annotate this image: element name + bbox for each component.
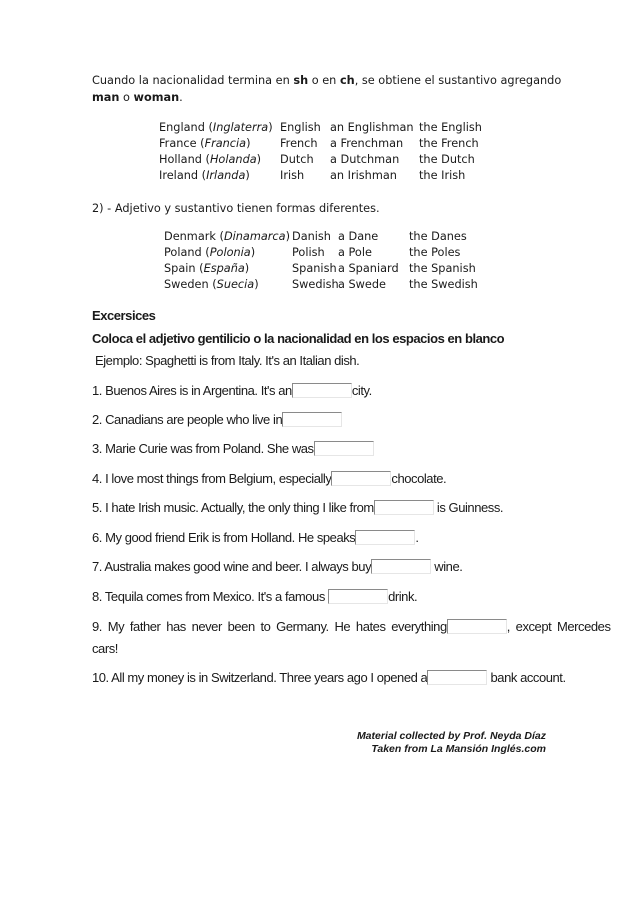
table-cell: the French xyxy=(419,137,479,150)
intro-sh: sh xyxy=(293,74,309,87)
table-cell: Irish xyxy=(280,169,305,182)
answer-blank-8[interactable] xyxy=(328,589,388,604)
table-row: Ireland (Irlanda) xyxy=(159,169,250,182)
table-cell: an Irishman xyxy=(330,169,397,182)
table-cell: an Englishman xyxy=(330,121,414,134)
table-cell: the Swedish xyxy=(409,278,478,291)
exercise-item-10 xyxy=(92,670,566,685)
table-cell: the English xyxy=(419,121,482,134)
exercise-text: 5. I hate Irish music. Actually, the only thing I like from xyxy=(92,500,374,515)
exercise-text: bank account. xyxy=(490,670,566,685)
intro-text-3: , se obtiene el sustantivo agregando xyxy=(354,74,562,87)
exercise-text: is Guinness. xyxy=(436,500,504,515)
table-cell: a Spaniard xyxy=(338,262,399,275)
intro-woman: woman xyxy=(133,91,180,104)
table-row: Sweden (Suecia) xyxy=(164,278,259,291)
footer-credit: Material collected by Prof. Neyda Díaz xyxy=(356,730,546,742)
table-cell: a Dane xyxy=(338,230,379,243)
exercise-text: 4. I love most things from Belgium, especially xyxy=(92,471,332,486)
exercise-item-5 xyxy=(92,500,503,515)
exercise-text: 7. Australia makes good wine and beer. I always buy xyxy=(92,559,372,574)
exercise-item-2 xyxy=(92,412,342,427)
table-cell: the Poles xyxy=(409,246,461,259)
section-2-heading: 2) - Adjetivo y sustantivo tienen formas diferentes. xyxy=(92,202,380,215)
answer-blank-2[interactable] xyxy=(282,412,342,427)
table-cell: the Irish xyxy=(419,169,466,182)
exercise-item-7 xyxy=(92,559,462,574)
exercise-text: city. xyxy=(351,383,372,398)
exercise-item-1 xyxy=(92,383,372,398)
table-cell: a Swede xyxy=(338,278,386,291)
exercise-item-4 xyxy=(92,471,446,486)
intro-man: man xyxy=(92,91,120,104)
intro-text-4: o xyxy=(119,91,134,104)
exercise-text: 10. All my money is in Switzerland. Three years ago I opened a xyxy=(92,670,428,685)
table-cell: English xyxy=(280,121,321,134)
table-cell: a Dutchman xyxy=(330,153,400,166)
intro-text-2: o en xyxy=(308,74,340,87)
exercise-text: wine. xyxy=(434,559,463,574)
table-cell: a Frenchman xyxy=(330,137,404,150)
footer-source: Taken from La Mansión Inglés.com xyxy=(371,743,546,755)
table-row: Poland (Polonia) xyxy=(164,246,256,259)
exercise-item-3 xyxy=(92,441,374,456)
table-cell: Danish xyxy=(292,230,331,243)
table-row: Holland (Holanda) xyxy=(159,153,262,166)
exercises-instruction: Coloca el adjetivo gentilicio o la nacionalidad en los espacios en blanco xyxy=(92,331,505,346)
exercise-text: . xyxy=(415,530,419,545)
answer-blank-4[interactable] xyxy=(331,471,391,486)
table-cell: French xyxy=(280,137,318,150)
table-cell: the Spanish xyxy=(409,262,476,275)
answer-blank-1[interactable] xyxy=(292,383,352,398)
exercise-item-9 xyxy=(92,619,611,634)
table-cell: the Danes xyxy=(409,230,467,243)
exercises-heading: Excersices xyxy=(92,308,156,323)
exercise-text: drink. xyxy=(388,589,418,604)
table-cell: Spanish xyxy=(292,262,337,275)
exercise-item-6 xyxy=(92,530,419,545)
table-cell: Dutch xyxy=(280,153,314,166)
intro-paragraph xyxy=(92,72,561,106)
table-row: Spain (España) xyxy=(164,262,250,275)
exercise-text: chocolate. xyxy=(391,471,447,486)
exercise-text: 1. Buenos Aires is in Argentina. It's an xyxy=(92,383,292,398)
intro-ch: ch xyxy=(339,74,355,87)
intro-text-5: . xyxy=(179,91,183,104)
exercise-text: , except Mercedes xyxy=(506,619,611,634)
table-row: England (Inglaterra) xyxy=(159,121,273,134)
table-cell: Swedish xyxy=(292,278,339,291)
answer-blank-3[interactable] xyxy=(314,441,374,456)
exercises-example: Ejemplo: Spaghetti is from Italy. It's an Italian dish. xyxy=(95,353,360,368)
intro-text-1: Cuando la nacionalidad termina en xyxy=(92,74,294,87)
exercise-text: 6. My good friend Erik is from Holland. He speaks xyxy=(92,530,356,545)
answer-blank-6[interactable] xyxy=(355,530,415,545)
table-cell: a Pole xyxy=(338,246,372,259)
answer-blank-9[interactable] xyxy=(447,619,507,634)
exercise-item-8 xyxy=(92,589,417,604)
exercise-text: 3. Marie Curie was from Poland. She was xyxy=(92,441,314,456)
table-cell: the Dutch xyxy=(419,153,475,166)
table-row: France (Francia) xyxy=(159,137,251,150)
table-row: Denmark (Dinamarca) xyxy=(164,230,290,243)
answer-blank-7[interactable] xyxy=(371,559,431,574)
exercise-text: 8. Tequila comes from Mexico. It's a famous xyxy=(92,589,325,604)
answer-blank-5[interactable] xyxy=(374,500,434,515)
answer-blank-10[interactable] xyxy=(427,670,487,685)
exercise-text: 9. My father has never been to Germany. He hates everything xyxy=(92,619,447,634)
table-cell: Polish xyxy=(292,246,325,259)
exercise-text: 2. Canadians are people who live in xyxy=(92,412,283,427)
exercise-item-9-continued: cars! xyxy=(92,641,118,656)
